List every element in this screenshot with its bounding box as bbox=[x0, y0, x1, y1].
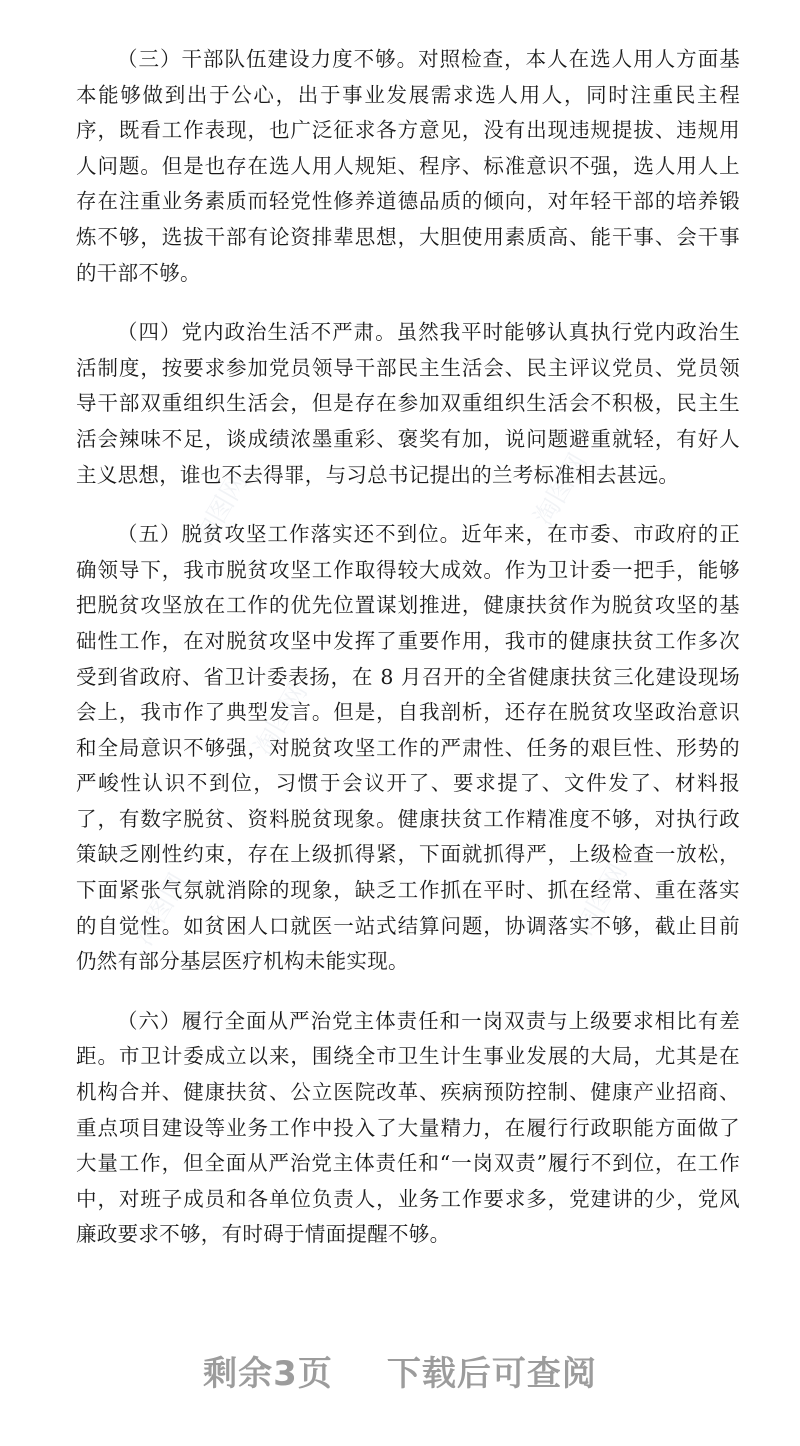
remaining-pages-label: 剩余3页 bbox=[203, 1354, 333, 1394]
watermark: 淘图网 bbox=[248, 678, 314, 762]
paragraph-section-4: （四）党内政治生活不严肃。虽然我平时能够认真执行党内政治生活制度，按要求参加党员领导干部民主生活会、民主评议党员、党员领导干部双重组织生活会，但是存在参加双重组织生活会不积极，民主生活会辣味不足，谈成绩浓墨重彩、褒奖有加，说问题避重就轻，有好人主义思想，谁也不去得罪，与习总书记提出的兰考标准相去甚远。 bbox=[76, 320, 740, 487]
download-prompt[interactable] bbox=[0, 1346, 800, 1395]
watermark: 淘图网 bbox=[528, 448, 594, 532]
paragraph-section-3: （三）干部队伍建设力度不够。对照检查，本人在选人用人方面基本能够做到出于公心，出于事业发展需求选人用人，同时注重民主程序，既看工作表现，也广泛征求各方意见，没有出现违规提拔、违规用人问题。但是也存在选人用人规矩、程序、标准意识不强，选人用人上存在注重业务素质而轻党性修养道德品质的倾向，对年轻干部的培养锻炼不够，选拔干部有论资排辈思想，大胆使用素质高、能干事、会干事的干部不够。 bbox=[76, 47, 740, 285]
paragraph-section-6: （六）履行全面从严治党主体责任和一岗双责与上级要求相比有差距。市卫计委成立以来，围绕全市卫生计生事业发展的大局，尤其是在机构合并、健康扶贫、公立医院改革、疾病预防控制、健康产业招商、重点项目建设等业务工作中投入了大量精力，在履行行政职能方面做了大量工作，但全面从严治党主体责任和“一岗双责”履行不到位，在工作中，对班子成员和各单位负责人，业务工作要求多，党建讲的少，党风廉政要求不够，有时碍于情面提醒不够。 bbox=[76, 1008, 740, 1247]
watermark: 淘图网 bbox=[128, 868, 194, 952]
watermark: 淘图网 bbox=[188, 468, 254, 552]
document-body bbox=[76, 42, 740, 1277]
watermark: 淘图网 bbox=[568, 858, 634, 942]
download-to-view-label: 下载后可查阅 bbox=[386, 1354, 597, 1394]
paragraph-section-5: （五）脱贫攻坚工作落实还不到位。近年来，在市委、市政府的正确领导下，我市脱贫攻坚工作取得较大成效。作为卫计委一把手，能够把脱贫攻坚放在工作的优先位置谋划推进，健康扶贫作为脱贫攻坚的基础性工作，在对脱贫攻坚中发挥了重要作用，我市的健康扶贫工作多次受到省政府、省卫计委表扬，在 8 月召开的全省健康扶贫三化建设现场会上，我市作了典型发言。但是，自我剖析，还存在脱贫攻坚政治意识和全局意识不够强，对脱贫攻坚工作的严肃性、任务的艰巨性、形势的严峻性认识不到位，习惯于会议开了、要求提了、文件发了、材料报了，有数字脱贫、资料脱贫现象。健康扶贫工作精准度不够，对执行政策缺乏刚性约束，存在上级抓得紧，下面就抓得严，上级检查一放松，下面紧张气氛就消除的现象，缺乏工作抓在平时、抓在经常、重在落实的自觉性。如贫困人口就医一站式结算问题，协调落实不够，截止目前仍然有部分基层医疗机构未能实现。 bbox=[76, 522, 740, 974]
